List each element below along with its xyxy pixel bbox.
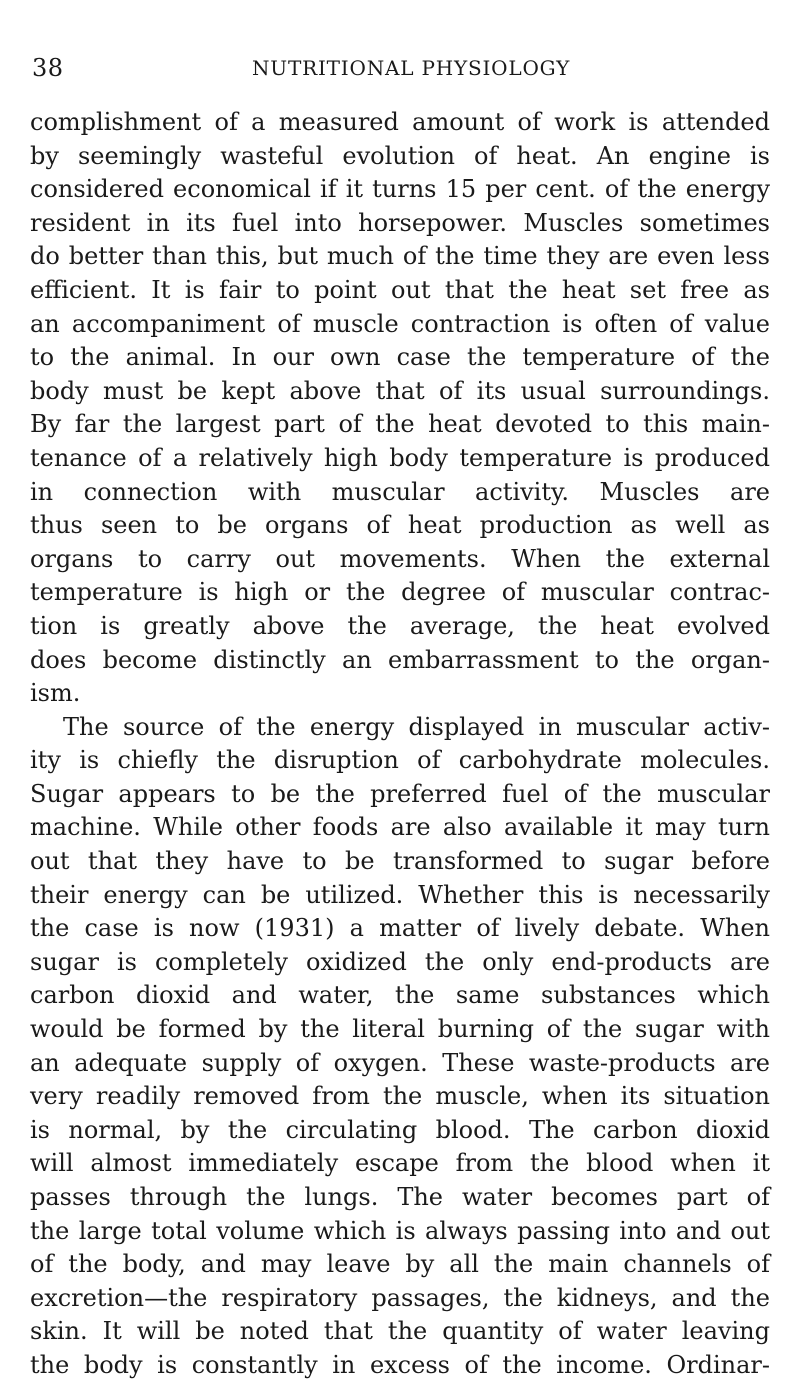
- text-line: to the animal. In our own case the temperature of the: [30, 343, 770, 372]
- text-line: out that they have to be transformed to sugar before: [30, 847, 770, 876]
- text-line: sugar is completely oxidized the only end-products are: [30, 947, 770, 976]
- running-title: NUTRITIONAL PHYSIOLOGY: [252, 56, 571, 80]
- text-line: temperature is high or the degree of muscular contrac-: [30, 578, 770, 607]
- text-line: does become distinctly an embarrassment to the organ-: [30, 645, 770, 674]
- text-line: very readily removed from the muscle, when its situation: [30, 1082, 770, 1111]
- text-line: The source of the energy displayed in muscular activ-: [63, 712, 770, 741]
- text-line: thus seen to be organs of heat production as well as: [30, 511, 770, 540]
- text-line: an accompaniment of muscle contraction is often of value: [30, 309, 770, 338]
- text-line: tion is greatly above the average, the heat evolved: [30, 611, 770, 640]
- text-line: resident in its fuel into horsepower. Muscles sometimes: [30, 208, 770, 237]
- text-line: the case is now (1931) a matter of lively debate. When: [30, 914, 770, 943]
- body-text: [30, 106, 770, 1383]
- text-line: ism.: [30, 679, 81, 708]
- text-line: efficient. It is fair to point out that the heat set free as: [30, 275, 770, 304]
- text-line: excretion—the respiratory passages, the kidneys, and the: [30, 1283, 770, 1312]
- text-line: is normal, by the circulating blood. The carbon dioxid: [30, 1115, 770, 1144]
- text-line: the body is constantly in excess of the income. Ordinar-: [30, 1350, 770, 1379]
- text-line: in connection with muscular activity. Muscles are: [30, 477, 770, 506]
- running-head: [32, 54, 772, 94]
- text-line: their energy can be utilized. Whether this is necessarily: [30, 880, 770, 909]
- text-line: organs to carry out movements. When the external: [30, 544, 770, 573]
- text-line: tenance of a relatively high body temperature is produced: [30, 443, 770, 472]
- text-line: carbon dioxid and water, the same substances which: [30, 981, 770, 1010]
- text-line: of the body, and may leave by all the main channels of: [30, 1250, 770, 1279]
- text-line: considered economical if it turns 15 per cent. of the energy: [30, 175, 770, 204]
- text-line: will almost immediately escape from the blood when it: [30, 1149, 770, 1178]
- text-line: would be formed by the literal burning of the sugar with: [30, 1015, 770, 1044]
- text-line: the large total volume which is always passing into and out: [30, 1216, 770, 1245]
- text-line: by seemingly wasteful evolution of heat. An engine is: [30, 141, 770, 170]
- text-line: By far the largest part of the heat devoted to this main-: [30, 410, 770, 439]
- text-line: ity is chiefly the disruption of carbohydrate molecules.: [30, 746, 770, 775]
- text-line: an adequate supply of oxygen. These waste-products are: [30, 1048, 770, 1077]
- text-line: complishment of a measured amount of work is attended: [30, 108, 770, 136]
- text-line: do better than this, but much of the time they are even less: [30, 242, 770, 271]
- text-line: Sugar appears to be the preferred fuel of the muscular: [30, 779, 770, 808]
- text-line: body must be kept above that of its usual surroundings.: [30, 376, 770, 405]
- text-line: passes through the lungs. The water becomes part of: [30, 1183, 770, 1211]
- page-number: 38: [32, 54, 64, 82]
- text-line: skin. It will be noted that the quantity of water leaving: [30, 1317, 770, 1346]
- text-line: machine. While other foods are also available it may turn: [30, 813, 770, 842]
